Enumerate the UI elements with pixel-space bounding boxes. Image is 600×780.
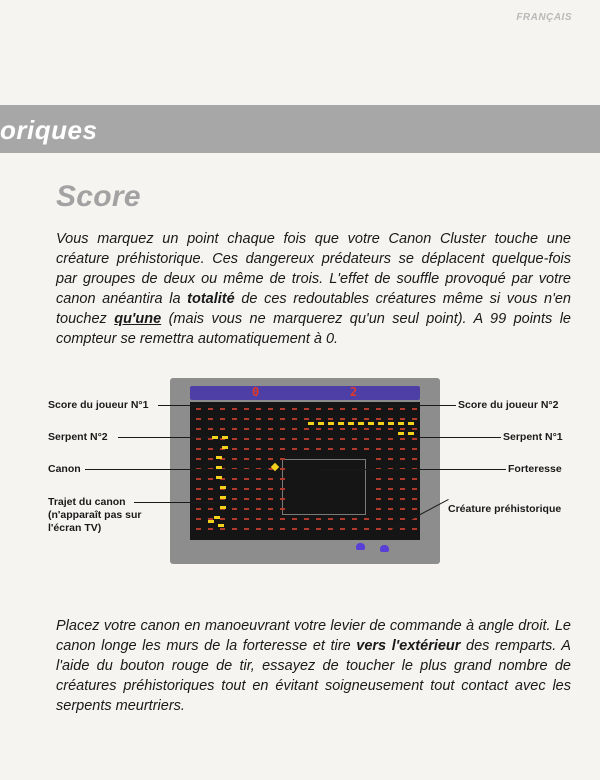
grid-dot <box>268 408 273 410</box>
grid-dot <box>280 518 285 520</box>
grid-dot <box>400 438 405 440</box>
grid-dot <box>352 518 357 520</box>
grid-dot <box>208 488 213 490</box>
score-paragraph <box>56 229 571 349</box>
grid-dot <box>292 408 297 410</box>
serpent-segment <box>408 432 414 435</box>
serpent-segment <box>398 422 404 425</box>
prehistoric-creature <box>356 543 365 550</box>
grid-dot <box>364 418 369 420</box>
serpent-segment <box>348 422 354 425</box>
grid-dot <box>244 458 249 460</box>
serpent-segment <box>368 422 374 425</box>
label-score-player1: Score du joueur N°1 <box>48 399 149 411</box>
score-bold-quune: qu'une <box>114 311 162 327</box>
grid-dot <box>364 528 369 530</box>
grid-dot <box>196 458 201 460</box>
grid-dot <box>400 528 405 530</box>
grid-dot <box>412 528 417 530</box>
grid-dot <box>220 428 225 430</box>
grid-dot <box>304 418 309 420</box>
grid-dot <box>388 478 393 480</box>
grid-dot <box>316 418 321 420</box>
grid-dot <box>292 448 297 450</box>
grid-dot <box>328 518 333 520</box>
grid-dot <box>244 508 249 510</box>
grid-dot <box>256 458 261 460</box>
grid-dot <box>244 518 249 520</box>
grid-dot <box>208 478 213 480</box>
grid-dot <box>412 438 417 440</box>
grid-dot <box>304 428 309 430</box>
grid-dot <box>364 428 369 430</box>
grid-dot <box>328 448 333 450</box>
serpent-segment <box>220 496 226 499</box>
grid-dot <box>268 488 273 490</box>
grid-dot <box>256 478 261 480</box>
leader-line-serpent-1 <box>408 437 501 438</box>
serpent-segment <box>398 432 404 435</box>
grid-dot <box>280 528 285 530</box>
serpent-segment <box>222 446 228 449</box>
grid-dot <box>220 518 225 520</box>
grid-dot <box>232 518 237 520</box>
grid-dot <box>304 408 309 410</box>
language-label: FRANÇAIS <box>516 12 572 23</box>
grid-dot <box>364 518 369 520</box>
grid-dot <box>388 498 393 500</box>
grid-dot <box>208 528 213 530</box>
grid-dot <box>364 408 369 410</box>
gameplay-bold-exterieur: vers l'extérieur <box>356 638 461 654</box>
grid-dot <box>196 518 201 520</box>
score-text-2: de ces redoutables créatures même si vous n'en touchez <box>56 291 571 327</box>
grid-dot <box>352 428 357 430</box>
grid-dot <box>412 498 417 500</box>
grid-dot <box>220 408 225 410</box>
grid-dot <box>376 458 381 460</box>
grid-dot <box>328 438 333 440</box>
serpent-segment <box>308 422 314 425</box>
serpent-segment <box>388 422 394 425</box>
grid-dot <box>316 518 321 520</box>
grid-dot <box>340 438 345 440</box>
grid-dot <box>208 428 213 430</box>
leader-line-serpent-2 <box>118 437 210 438</box>
chapter-banner <box>0 105 600 153</box>
grid-dot <box>208 508 213 510</box>
grid-dot <box>376 478 381 480</box>
grid-dot <box>196 488 201 490</box>
leader-line-canon <box>85 469 269 470</box>
grid-dot <box>376 518 381 520</box>
grid-dot <box>316 448 321 450</box>
grid-dot <box>256 528 261 530</box>
grid-dot <box>268 438 273 440</box>
grid-dot <box>352 528 357 530</box>
grid-dot <box>316 438 321 440</box>
grid-dot <box>292 528 297 530</box>
section-title: Score <box>56 180 141 213</box>
grid-dot <box>208 448 213 450</box>
grid-dot <box>388 408 393 410</box>
label-canon: Canon <box>48 463 81 475</box>
leader-line-score-player2 <box>356 405 456 406</box>
grid-dot <box>196 438 201 440</box>
label-score-player2: Score du joueur N°2 <box>458 399 559 411</box>
grid-dot <box>196 528 201 530</box>
grid-dot <box>244 528 249 530</box>
grid-dot <box>196 408 201 410</box>
player2-score-value: 2 <box>350 385 358 399</box>
grid-dot <box>412 488 417 490</box>
leader-line-cannon-path <box>134 502 218 503</box>
serpent-segment <box>216 456 222 459</box>
grid-dot <box>256 428 261 430</box>
grid-dot <box>388 508 393 510</box>
grid-dot <box>376 498 381 500</box>
grid-dot <box>328 418 333 420</box>
grid-dot <box>400 518 405 520</box>
grid-dot <box>280 418 285 420</box>
grid-dot <box>232 448 237 450</box>
grid-dot <box>364 448 369 450</box>
grid-dot <box>196 498 201 500</box>
score-text-3: (mais vous ne marquerez qu'un seul point). A 99 points le compteur se remettra automatiquement à 0. <box>56 311 571 347</box>
grid-dot <box>352 418 357 420</box>
grid-dot <box>412 478 417 480</box>
grid-dot <box>232 418 237 420</box>
grid-dot <box>232 408 237 410</box>
label-forteresse: Forteresse <box>508 463 562 475</box>
player1-score-value: 0 <box>252 385 260 399</box>
grid-dot <box>232 458 237 460</box>
serpent-segment <box>408 422 414 425</box>
grid-dot <box>340 428 345 430</box>
grid-dot <box>388 448 393 450</box>
grid-dot <box>256 448 261 450</box>
grid-dot <box>304 438 309 440</box>
serpent-segment <box>212 436 218 439</box>
chapter-banner-title: oriques <box>0 115 98 145</box>
grid-dot <box>400 488 405 490</box>
grid-dot <box>292 418 297 420</box>
grid-dot <box>376 418 381 420</box>
grid-dot <box>316 528 321 530</box>
grid-dot <box>268 428 273 430</box>
grid-dot <box>400 448 405 450</box>
grid-dot <box>232 508 237 510</box>
grid-dot <box>304 448 309 450</box>
grid-dot <box>232 528 237 530</box>
grid-dot <box>412 448 417 450</box>
grid-dot <box>280 428 285 430</box>
grid-dot <box>256 508 261 510</box>
grid-dot <box>280 498 285 500</box>
grid-dot <box>280 488 285 490</box>
grid-dot <box>244 418 249 420</box>
grid-dot <box>316 408 321 410</box>
grid-dot <box>328 528 333 530</box>
grid-dot <box>268 528 273 530</box>
serpent-segment <box>214 516 220 519</box>
serpent-segment <box>318 422 324 425</box>
serpent-segment <box>208 520 214 523</box>
grid-dot <box>256 488 261 490</box>
grid-dot <box>388 488 393 490</box>
grid-dot <box>220 418 225 420</box>
grid-dot <box>412 418 417 420</box>
grid-dot <box>268 478 273 480</box>
grid-dot <box>388 518 393 520</box>
grid-dot <box>340 418 345 420</box>
grid-dot <box>256 418 261 420</box>
serpent-segment <box>220 486 226 489</box>
leader-line-score-player1 <box>158 405 250 406</box>
gameplay-paragraph <box>56 616 571 716</box>
grid-dot <box>256 518 261 520</box>
grid-dot <box>244 488 249 490</box>
grid-dot <box>268 458 273 460</box>
grid-dot <box>208 498 213 500</box>
label-creature: Créature préhistorique <box>448 503 562 515</box>
grid-dot <box>280 508 285 510</box>
grid-dot <box>244 408 249 410</box>
serpent-segment <box>220 506 226 509</box>
grid-dot <box>232 428 237 430</box>
grid-dot <box>304 518 309 520</box>
grid-dot <box>196 478 201 480</box>
serpent-segment <box>216 476 222 479</box>
grid-dot <box>292 438 297 440</box>
grid-dot <box>400 408 405 410</box>
grid-dot <box>388 428 393 430</box>
playfield <box>190 402 420 540</box>
grid-dot <box>280 438 285 440</box>
grid-dot <box>376 428 381 430</box>
grid-dot <box>280 408 285 410</box>
serpent-segment <box>328 422 334 425</box>
grid-dot <box>196 508 201 510</box>
label-serpent-2: Serpent N°2 <box>48 431 108 443</box>
grid-dot <box>412 458 417 460</box>
grid-dot <box>376 438 381 440</box>
grid-dot <box>376 448 381 450</box>
grid-dot <box>376 408 381 410</box>
grid-dot <box>340 408 345 410</box>
grid-dot <box>280 468 285 470</box>
grid-dot <box>304 528 309 530</box>
grid-dot <box>292 518 297 520</box>
grid-dot <box>208 408 213 410</box>
grid-dot <box>412 508 417 510</box>
grid-dot <box>340 518 345 520</box>
grid-dot <box>196 418 201 420</box>
grid-dot <box>220 528 225 530</box>
gameplay-text-2: des remparts. A l'aide du bouton rouge de tir, essayez de toucher le plus grand nombre de créatures préhistoriques tout en évitant soigneusement tout contact avec les serpents meurtriers. <box>56 638 571 714</box>
grid-dot <box>388 438 393 440</box>
grid-dot <box>244 448 249 450</box>
serpent-segment <box>222 436 228 439</box>
grid-dot <box>412 408 417 410</box>
grid-dot <box>400 428 405 430</box>
grid-dot <box>376 508 381 510</box>
grid-dot <box>244 498 249 500</box>
grid-dot <box>244 438 249 440</box>
serpent-segment <box>378 422 384 425</box>
grid-dot <box>256 498 261 500</box>
score-bold-totalite: totalité <box>187 291 235 307</box>
grid-dot <box>232 438 237 440</box>
grid-dot <box>280 448 285 450</box>
grid-dot <box>208 418 213 420</box>
grid-dot <box>268 518 273 520</box>
grid-dot <box>388 458 393 460</box>
grid-dot <box>244 478 249 480</box>
grid-dot <box>268 418 273 420</box>
grid-dot <box>316 428 321 430</box>
grid-dot <box>400 498 405 500</box>
grid-dot <box>412 428 417 430</box>
grid-dot <box>388 418 393 420</box>
grid-dot <box>232 498 237 500</box>
grid-dot <box>244 428 249 430</box>
grid-dot <box>256 408 261 410</box>
grid-dot <box>268 448 273 450</box>
grid-dot <box>208 458 213 460</box>
grid-dot <box>268 498 273 500</box>
grid-dot <box>232 478 237 480</box>
score-bar <box>190 386 420 400</box>
grid-dot <box>376 528 381 530</box>
grid-dot <box>340 528 345 530</box>
serpent-segment <box>358 422 364 425</box>
grid-dot <box>340 448 345 450</box>
grid-dot <box>256 438 261 440</box>
score-text-1: Vous marquez un point chaque fois que votre Canon Cluster touche une créature préhistorique. Ces dangereux prédateurs se déplacent quelque-fois par groupes de deux ou même de trois. L'effet de souffle provoqué par votre canon anéantira la <box>56 231 571 307</box>
grid-dot <box>280 478 285 480</box>
grid-dot <box>196 428 201 430</box>
gameplay-text-1: Placez votre canon en manoeuvrant votre levier de commande à angle droit. Le canon longe les murs de la forteresse et tire <box>56 618 571 654</box>
grid-dot <box>196 448 201 450</box>
grid-dot <box>328 408 333 410</box>
grid-dot <box>400 508 405 510</box>
grid-dot <box>376 488 381 490</box>
grid-dot <box>400 458 405 460</box>
label-cannon-path: Trajet du canon (n'apparaît pas sur l'écran TV) <box>48 496 142 534</box>
grid-dot <box>400 418 405 420</box>
grid-dot <box>400 478 405 480</box>
serpent-segment <box>218 524 224 527</box>
serpent-segment <box>338 422 344 425</box>
grid-dot <box>364 438 369 440</box>
fortress <box>282 459 366 515</box>
grid-dot <box>268 508 273 510</box>
prehistoric-creature <box>380 545 389 552</box>
label-serpent-1: Serpent N°1 <box>503 431 563 443</box>
grid-dot <box>292 428 297 430</box>
grid-dot <box>232 488 237 490</box>
grid-dot <box>352 408 357 410</box>
grid-dot <box>328 428 333 430</box>
grid-dot <box>352 438 357 440</box>
grid-dot <box>280 458 285 460</box>
leader-line-forteresse <box>322 469 506 470</box>
grid-dot <box>352 448 357 450</box>
